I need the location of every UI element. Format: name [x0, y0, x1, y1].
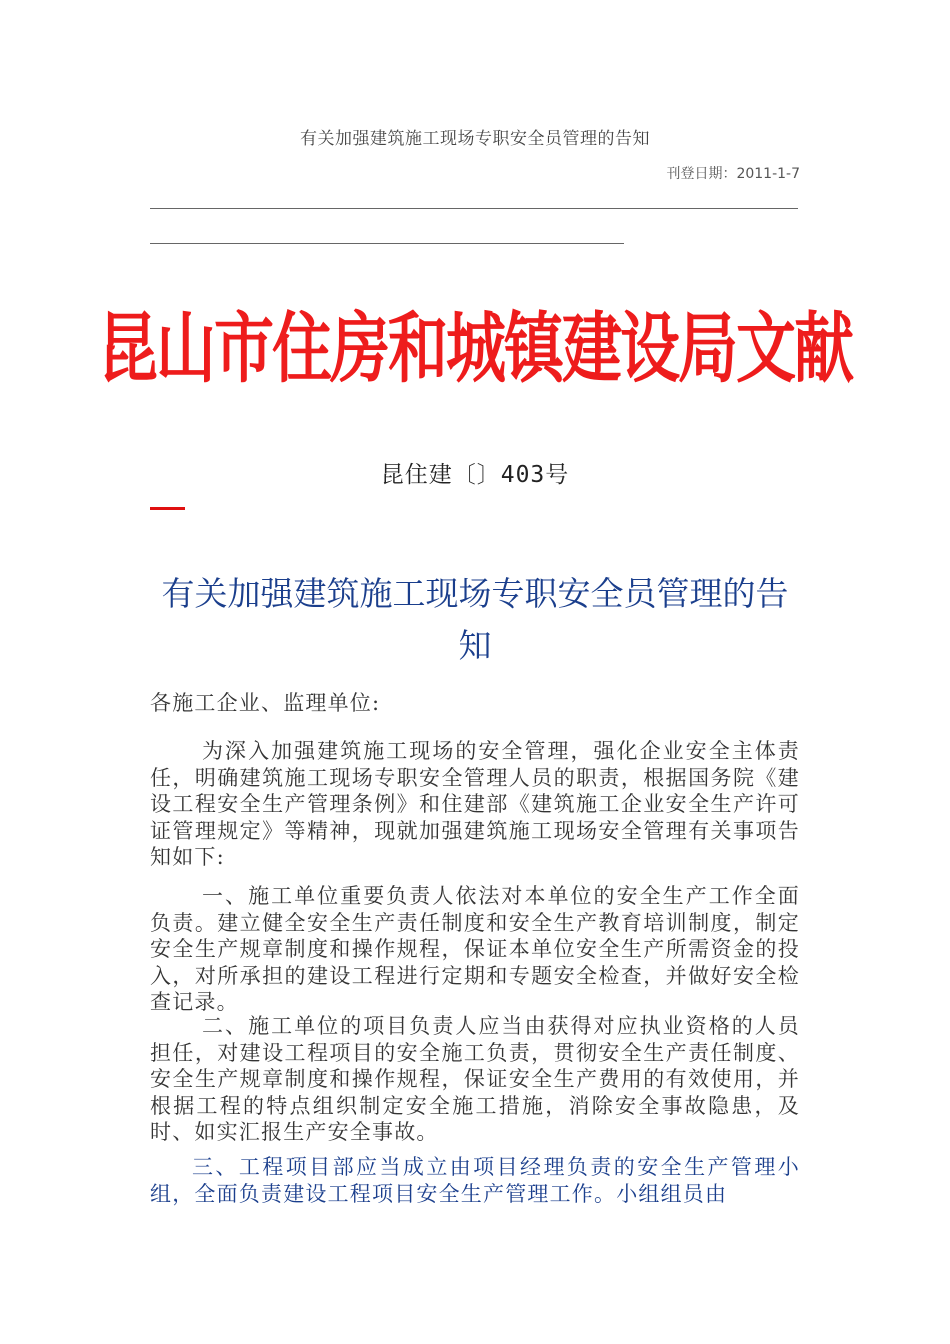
salutation: 各施工企业、监理单位: — [150, 691, 381, 715]
paragraph-2: 一、施工单位重要负责人依法对本单位的安全生产工作全面负责。建立健全安全生产责任制度和安全生产教育培训制度，制定安全生产规章制度和操作规程，保证本单位安全生产所需资金的投入，对所承担的建设工程进行定期和专题安全检查，并做好安全检查记录。 — [150, 884, 800, 1014]
document-number: 昆住建〔〕403号 — [380, 462, 570, 488]
paragraph-3: 二、施工单位的项目负责人应当由获得对应执业资格的人员担任，对建设工程项目的安全施工负责，贯彻安全生产责任制度、安全生产规章制度和操作规程，保证安全生产费用的有效使用，并根据工程的特点组织制定安全施工措施，消除安全事故隐患，及时、如实汇报生产安全事故。 — [150, 1014, 800, 1144]
divider-line — [150, 243, 624, 244]
publication-date: 刊登日期：2011-1-7 — [666, 166, 800, 182]
red-divider — [150, 507, 185, 510]
main-title: 有关加强建筑施工现场专职安全员管理的告知 — [161, 574, 789, 665]
paragraph-1: 为深入加强建筑施工现场的安全管理，强化企业安全主体责任，明确建筑施工现场专职安全管理人员的职责，根据国务院《建设工程安全生产管理条例》和住建部《建筑施工企业安全生产许可证管理规定》等精神，现就加强建筑施工现场安全管理有关事项告知如下: — [150, 739, 800, 869]
masthead-title: 昆山市住房和城镇建设局文献 — [98, 304, 852, 395]
paragraph-4: 三、工程项目部应当成立由项目经理负责的安全生产管理小组，全面负责建设工程项目安全生产管理工作。小组组员由 — [150, 1155, 800, 1206]
header-title: 有关加强建筑施工现场专职安全员管理的告知 — [300, 129, 650, 149]
divider-line — [150, 208, 798, 209]
